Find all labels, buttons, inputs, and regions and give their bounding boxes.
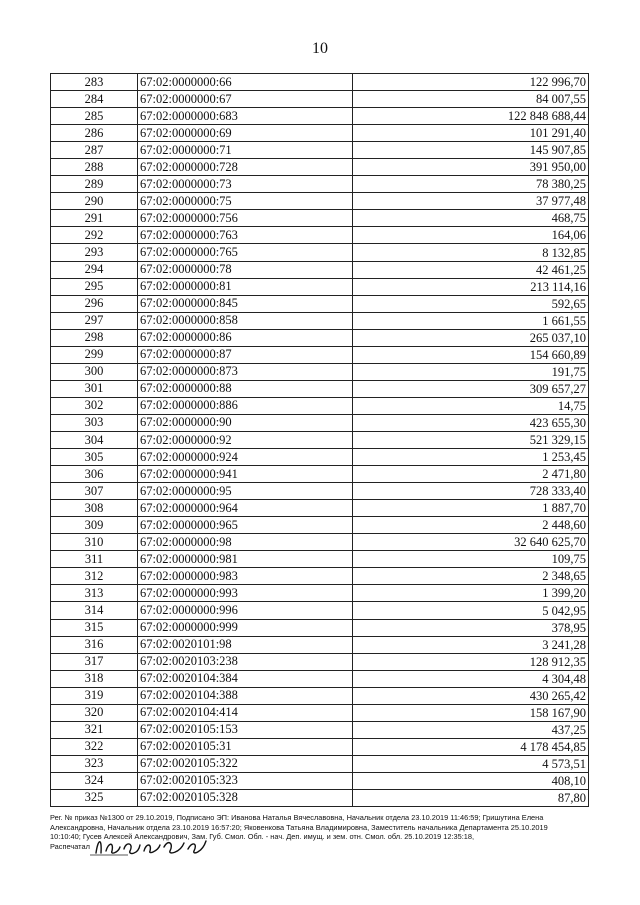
table-row [51,500,589,517]
row-number: 324 [51,772,138,789]
cadastral-value: 78 380,25 [353,176,589,193]
row-number: 297 [51,312,138,329]
cadastral-number: 67:02:0000000:873 [138,363,353,380]
row-number: 313 [51,585,138,602]
cadastral-value: 5 042,95 [353,602,589,619]
row-number: 287 [51,142,138,159]
cadastral-number: 67:02:0000000:763 [138,227,353,244]
table-row [51,619,589,636]
cadastral-value: 1 661,55 [353,312,589,329]
cadastral-number: 67:02:0020105:328 [138,789,353,806]
row-number: 306 [51,466,138,483]
table-row [51,227,589,244]
cadastral-value: 309 657,27 [353,380,589,397]
cadastral-value: 391 950,00 [353,159,589,176]
cadastral-value: 4 304,48 [353,670,589,687]
cadastral-number: 67:02:0000000:924 [138,449,353,466]
row-number: 315 [51,619,138,636]
cadastral-value: 191,75 [353,363,589,380]
table-row [51,380,589,397]
cadastral-value: 154 660,89 [353,346,589,363]
cadastral-value: 37 977,48 [353,193,589,210]
row-number: 304 [51,431,138,448]
footer-line-1: Рег. № приказ №1300 от 29.10.2019, Подписано ЭП: Иванова Наталья Вячеславовна, Начальник отдела 23.10.2019 11:46:59; Гришутина Елена [50,813,544,822]
footer-line-2: Александровна, Начальник отдела 23.10.2019 16:57:20; Яковенкова Татьяна Владимировна, Заместитель начальника Департамента 25.10.2019 [50,822,548,832]
cadastral-number: 67:02:0000000:73 [138,176,353,193]
row-number: 292 [51,227,138,244]
table-row [51,789,589,806]
cadastral-value: 2 348,65 [353,568,589,585]
table-row [51,466,589,483]
cadastral-value: 8 132,85 [353,244,589,261]
table-row [51,244,589,261]
row-number: 310 [51,534,138,551]
table-row [51,210,589,227]
registry-table [50,73,589,807]
table-row [51,517,589,534]
row-number: 302 [51,397,138,414]
cadastral-number: 67:02:0020104:414 [138,704,353,721]
table-row [51,449,589,466]
cadastral-value: 378,95 [353,619,589,636]
cadastral-value: 2 448,60 [353,517,589,534]
table-row [51,568,589,585]
table-row [51,91,589,108]
table-row [51,74,589,91]
cadastral-value: 4 178 454,85 [353,738,589,755]
row-number: 291 [51,210,138,227]
table-row [51,278,589,295]
row-number: 303 [51,414,138,431]
row-number: 318 [51,670,138,687]
cadastral-value: 3 241,28 [353,636,589,653]
row-number: 314 [51,602,138,619]
cadastral-number: 67:02:0020105:31 [138,738,353,755]
cadastral-number: 67:02:0000000:965 [138,517,353,534]
cadastral-value: 1 399,20 [353,585,589,602]
cadastral-value: 1 887,70 [353,500,589,517]
table-row [51,483,589,500]
table-row [51,346,589,363]
cadastral-number: 67:02:0000000:78 [138,261,353,278]
cadastral-value: 32 640 625,70 [353,534,589,551]
cadastral-value: 128 912,35 [353,653,589,670]
cadastral-value: 408,10 [353,772,589,789]
row-number: 323 [51,755,138,772]
cadastral-number: 67:02:0000000:81 [138,278,353,295]
cadastral-number: 67:02:0020103:238 [138,653,353,670]
cadastral-value: 2 471,80 [353,466,589,483]
cadastral-value: 430 265,42 [353,687,589,704]
cadastral-number: 67:02:0000000:983 [138,568,353,585]
row-number: 325 [51,789,138,806]
table-row [51,755,589,772]
cadastral-number: 67:02:0020104:384 [138,670,353,687]
row-number: 308 [51,500,138,517]
row-number: 317 [51,653,138,670]
cadastral-number: 67:02:0020104:388 [138,687,353,704]
cadastral-number: 67:02:0000000:66 [138,74,353,91]
table-row [51,414,589,431]
table-row [51,193,589,210]
table-row [51,704,589,721]
cadastral-number: 67:02:0000000:728 [138,159,353,176]
cadastral-number: 67:02:0000000:88 [138,380,353,397]
row-number: 307 [51,483,138,500]
table-row [51,295,589,312]
table-row [51,329,589,346]
table-row [51,363,589,380]
table-row [51,602,589,619]
row-number: 319 [51,687,138,704]
row-number: 296 [51,295,138,312]
cadastral-value: 521 329,15 [353,431,589,448]
row-number: 305 [51,449,138,466]
row-number: 286 [51,125,138,142]
row-number: 316 [51,636,138,653]
cadastral-value: 265 037,10 [353,329,589,346]
table-row [51,159,589,176]
cadastral-value: 87,80 [353,789,589,806]
row-number: 301 [51,380,138,397]
cadastral-value: 122 848 688,44 [353,108,589,125]
cadastral-value: 437,25 [353,721,589,738]
cadastral-number: 67:02:0020105:323 [138,772,353,789]
cadastral-value: 164,06 [353,227,589,244]
cadastral-number: 67:02:0000000:86 [138,329,353,346]
cadastral-number: 67:02:0000000:69 [138,125,353,142]
row-number: 295 [51,278,138,295]
table-row [51,585,589,602]
table-row [51,670,589,687]
row-number: 311 [51,551,138,568]
table-row [51,551,589,568]
page-number: 10 [312,40,328,57]
cadastral-value: 4 573,51 [353,755,589,772]
row-number: 293 [51,244,138,261]
cadastral-value: 213 114,16 [353,278,589,295]
cadastral-number: 67:02:0000000:71 [138,142,353,159]
cadastral-number: 67:02:0000000:993 [138,585,353,602]
row-number: 320 [51,704,138,721]
row-number: 284 [51,91,138,108]
table-row [51,772,589,789]
table-row [51,142,589,159]
cadastral-number: 67:02:0000000:845 [138,295,353,312]
cadastral-value: 728 333,40 [353,483,589,500]
cadastral-number: 67:02:0000000:765 [138,244,353,261]
table-row [51,534,589,551]
cadastral-number: 67:02:0000000:98 [138,534,353,551]
table-row [51,653,589,670]
cadastral-number: 67:02:0020105:153 [138,721,353,738]
handwritten-signature [88,833,218,859]
row-number: 321 [51,721,138,738]
cadastral-value: 468,75 [353,210,589,227]
cadastral-number: 67:02:0020101:98 [138,636,353,653]
footer-line-3: 10:10:40; Гусев Алексей Александрович, Зам. Губ. Смол. Обл. - нач. Деп. имущ. и зем. отн. Смол. обл. 25.10.2019 12:35:18, [50,832,475,842]
row-number: 288 [51,159,138,176]
row-number: 285 [51,108,138,125]
cadastral-number: 67:02:0000000:999 [138,619,353,636]
table-row [51,312,589,329]
cadastral-value: 1 253,45 [353,449,589,466]
cadastral-value: 158 167,90 [353,704,589,721]
row-number: 312 [51,568,138,585]
cadastral-number: 67:02:0000000:981 [138,551,353,568]
cadastral-number: 67:02:0000000:756 [138,210,353,227]
cadastral-value: 14,75 [353,397,589,414]
table-row [51,636,589,653]
cadastral-number: 67:02:0000000:90 [138,414,353,431]
cadastral-number: 67:02:0000000:67 [138,91,353,108]
cadastral-value: 42 461,25 [353,261,589,278]
row-number: 322 [51,738,138,755]
row-number: 299 [51,346,138,363]
cadastral-value: 423 655,30 [353,414,589,431]
cadastral-number: 67:02:0000000:87 [138,346,353,363]
table-row [51,108,589,125]
cadastral-number: 67:02:0000000:683 [138,108,353,125]
table-row [51,397,589,414]
row-number: 300 [51,363,138,380]
table-row [51,721,589,738]
cadastral-number: 67:02:0000000:941 [138,466,353,483]
cadastral-value: 84 007,55 [353,91,589,108]
cadastral-number: 67:02:0000000:95 [138,483,353,500]
cadastral-number: 67:02:0000000:996 [138,602,353,619]
table-row [51,261,589,278]
table-row [51,431,589,448]
cadastral-value: 592,65 [353,295,589,312]
cadastral-value: 145 907,85 [353,142,589,159]
cadastral-number: 67:02:0020105:322 [138,755,353,772]
cadastral-value: 101 291,40 [353,125,589,142]
cadastral-number: 67:02:0000000:858 [138,312,353,329]
registry-table-body [51,74,589,807]
row-number: 309 [51,517,138,534]
cadastral-number: 67:02:0000000:886 [138,397,353,414]
table-row [51,176,589,193]
row-number: 294 [51,261,138,278]
cadastral-value: 122 996,70 [353,74,589,91]
cadastral-value: 109,75 [353,551,589,568]
row-number: 290 [51,193,138,210]
table-row [51,125,589,142]
row-number: 289 [51,176,138,193]
table-row [51,687,589,704]
cadastral-number: 67:02:0000000:92 [138,431,353,448]
cadastral-number: 67:02:0000000:964 [138,500,353,517]
table-row [51,738,589,755]
row-number: 298 [51,329,138,346]
cadastral-number: 67:02:0000000:75 [138,193,353,210]
row-number: 283 [51,74,138,91]
footer-line-4: Распечатал [50,841,90,851]
